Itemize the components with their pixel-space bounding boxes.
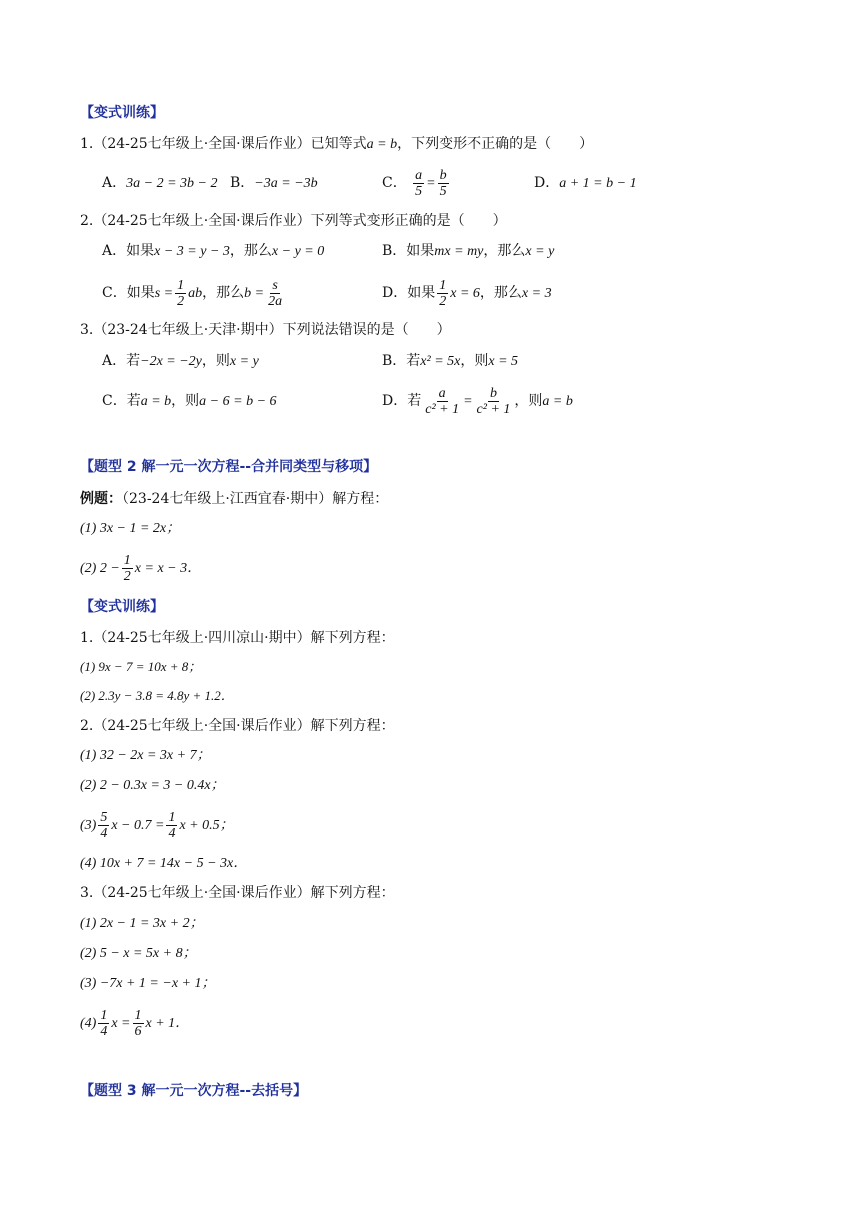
text: 如果 (126, 285, 155, 301)
q1-stem-tail: ，下列变形不正确的是（ ） (397, 136, 594, 152)
math: (2) 2 − (80, 561, 120, 576)
fraction (437, 278, 448, 309)
denominator: 2 (439, 293, 447, 309)
numerator: a (438, 385, 446, 401)
variant-3-eq-3: (3) −7x + 1 = −x + 1； (80, 976, 216, 991)
variant-1-eq-2: (2) 2.3y − 3.8 = 4.8y + 1.2． (80, 688, 234, 703)
text: ，那么 (229, 243, 272, 259)
example-eq-2 (80, 549, 201, 588)
section-heading-variant-training-2: 【变式训练】 (80, 599, 164, 615)
text: ，那么 (479, 285, 522, 301)
math: ab (188, 286, 203, 301)
math: x = 6 (450, 286, 480, 301)
numerator: 1 (177, 277, 185, 293)
text: ，则 (460, 353, 489, 369)
q2-option-b (382, 241, 554, 262)
text: 若 (406, 353, 421, 369)
fraction (475, 386, 513, 417)
denominator: 4 (100, 1023, 108, 1039)
math: x = x − 3． (134, 561, 202, 576)
option-math: 3a − 2 = 3b − 2 (126, 176, 218, 191)
variant-2-stem: 2.（24-25七年级上·全国·课后作业）解下列方程： (80, 718, 395, 734)
math: −2x = −2y (140, 354, 202, 369)
variant-2-eq-1: (1) 32 − 2x = 3x + 7； (80, 748, 211, 763)
numerator: b (439, 167, 447, 183)
numerator: 1 (100, 1007, 108, 1023)
option-label: C． (382, 175, 407, 191)
q2-option-d (382, 274, 552, 313)
option-label: A． (102, 175, 127, 191)
text: ，那么 (202, 285, 245, 301)
math: x = y (525, 244, 555, 259)
math: x + 1． (145, 1016, 190, 1031)
variant-2-eq-2: (2) 2 − 0.3x = 3 − 0.4x； (80, 778, 225, 793)
equals: = (463, 394, 473, 409)
option-label: D． (382, 393, 408, 409)
math: x² = 5x (420, 354, 461, 369)
numerator: a (415, 167, 423, 183)
equals: = (426, 176, 436, 191)
q1-option-b (230, 173, 318, 194)
math: a − 6 = b − 6 (199, 394, 277, 409)
denominator: 2 (177, 293, 185, 309)
denominator: 5 (415, 183, 423, 199)
fraction (423, 386, 461, 417)
math: x = 3 (521, 286, 552, 301)
denominator: 4 (100, 825, 108, 841)
denominator: 5 (439, 183, 447, 199)
math: x = 5 (488, 354, 519, 369)
question-2-stem: 2.（24-25七年级上·全国·课后作业）下列等式变形正确的是（ ） (80, 213, 507, 229)
example-text: （23-24七年级上·江西宜春·期中）解方程： (122, 491, 389, 507)
text: 如果 (406, 243, 435, 259)
math: (3) (80, 818, 97, 833)
option-label: A． (102, 243, 127, 259)
fraction (413, 168, 424, 199)
numerator: 1 (134, 1007, 142, 1023)
q1-option-a (102, 173, 217, 194)
math: s = (154, 286, 174, 301)
option-math: a + 1 = b − 1 (559, 176, 637, 191)
denominator: c² + 1 (476, 401, 511, 417)
option-label: B． (230, 175, 255, 191)
text: 若 (407, 393, 422, 409)
fraction (266, 278, 284, 309)
q3-option-a (102, 351, 259, 372)
option-math: −3a = −3b (254, 176, 318, 191)
denominator: 4 (168, 825, 176, 841)
q1-stem-math: a = b (366, 137, 398, 152)
option-label: C． (102, 285, 127, 301)
variant-3-eq-1: (1) 2x − 1 = 3x + 2； (80, 916, 204, 931)
q3-option-d (382, 382, 573, 421)
math: x = y (229, 354, 259, 369)
option-label: B． (382, 243, 407, 259)
section-heading-type-2: 【题型 2 解一元一次方程--合并同类型与移项】 (80, 459, 378, 475)
variant-3-eq-2: (2) 5 − x = 5x + 8； (80, 946, 197, 961)
fraction (438, 168, 449, 199)
math: (4) (80, 1016, 97, 1031)
math: x − y = 0 (271, 244, 325, 259)
denominator: 2a (268, 293, 283, 309)
text: ，则 (201, 353, 230, 369)
fraction (98, 1008, 109, 1039)
option-label: D． (382, 285, 408, 301)
q2-option-c (102, 274, 286, 313)
section-heading-type-3: 【题型 3 解一元一次方程--去括号】 (80, 1083, 308, 1099)
fraction (98, 810, 109, 841)
section-heading-variant-training: 【变式训练】 (80, 105, 164, 121)
math: x − 3 = y − 3 (154, 244, 230, 259)
fraction (133, 1008, 144, 1039)
denominator: c² + 1 (425, 401, 460, 417)
text: ，那么 (483, 243, 526, 259)
q1-option-d (534, 173, 637, 194)
math: x + 0.5； (179, 818, 234, 833)
text: 若 (126, 393, 141, 409)
q3-option-c (102, 391, 277, 412)
numerator: 1 (439, 277, 447, 293)
option-label: A． (102, 353, 127, 369)
variant-1-stem: 1.（24-25七年级上·四川凉山·期中）解下列方程： (80, 630, 395, 646)
text: ，则 (171, 393, 200, 409)
example-stem (80, 489, 388, 509)
math: a = b (140, 394, 172, 409)
option-label: B． (382, 353, 407, 369)
option-label: D． (534, 175, 560, 191)
numerator: b (489, 385, 497, 401)
numerator: 1 (123, 552, 131, 568)
example-eq-1: (1) 3x − 1 = 2x； (80, 521, 181, 536)
q3-option-b (382, 351, 518, 372)
text: 若 (126, 353, 141, 369)
denominator: 6 (134, 1023, 142, 1039)
text: 如果 (407, 285, 436, 301)
numerator: 1 (168, 809, 176, 825)
q2-option-a (102, 241, 324, 262)
math: x − 0.7 = (111, 818, 165, 833)
text: 如果 (126, 243, 155, 259)
option-label: C． (102, 393, 127, 409)
fraction (175, 278, 186, 309)
variant-2-eq-3 (80, 806, 234, 845)
example-label: 例题： (80, 491, 122, 507)
variant-3-stem: 3.（24-25七年级上·全国·课后作业）解下列方程： (80, 885, 395, 901)
fraction (122, 553, 133, 584)
q1-stem-text: 1.（24-25七年级上·全国·课后作业）已知等式 (80, 136, 367, 152)
denominator: 2 (123, 568, 131, 584)
math: x = (111, 1016, 131, 1031)
math: b = (244, 286, 265, 301)
math: mx = my (434, 244, 484, 259)
numerator: 5 (100, 809, 108, 825)
question-1-stem (80, 134, 593, 155)
numerator: s (272, 277, 278, 293)
fraction (166, 810, 177, 841)
variant-3-eq-4 (80, 1004, 189, 1043)
math: a = b (542, 394, 573, 409)
variant-1-eq-1: (1) 9x − 7 = 10x + 8； (80, 659, 202, 674)
text: ，则 (514, 393, 543, 409)
question-3-stem: 3.（23-24七年级上·天津·期中）下列说法错误的是（ ） (80, 322, 451, 338)
q1-option-c (382, 164, 451, 203)
variant-2-eq-4: (4) 10x + 7 = 14x − 5 − 3x． (80, 856, 248, 871)
